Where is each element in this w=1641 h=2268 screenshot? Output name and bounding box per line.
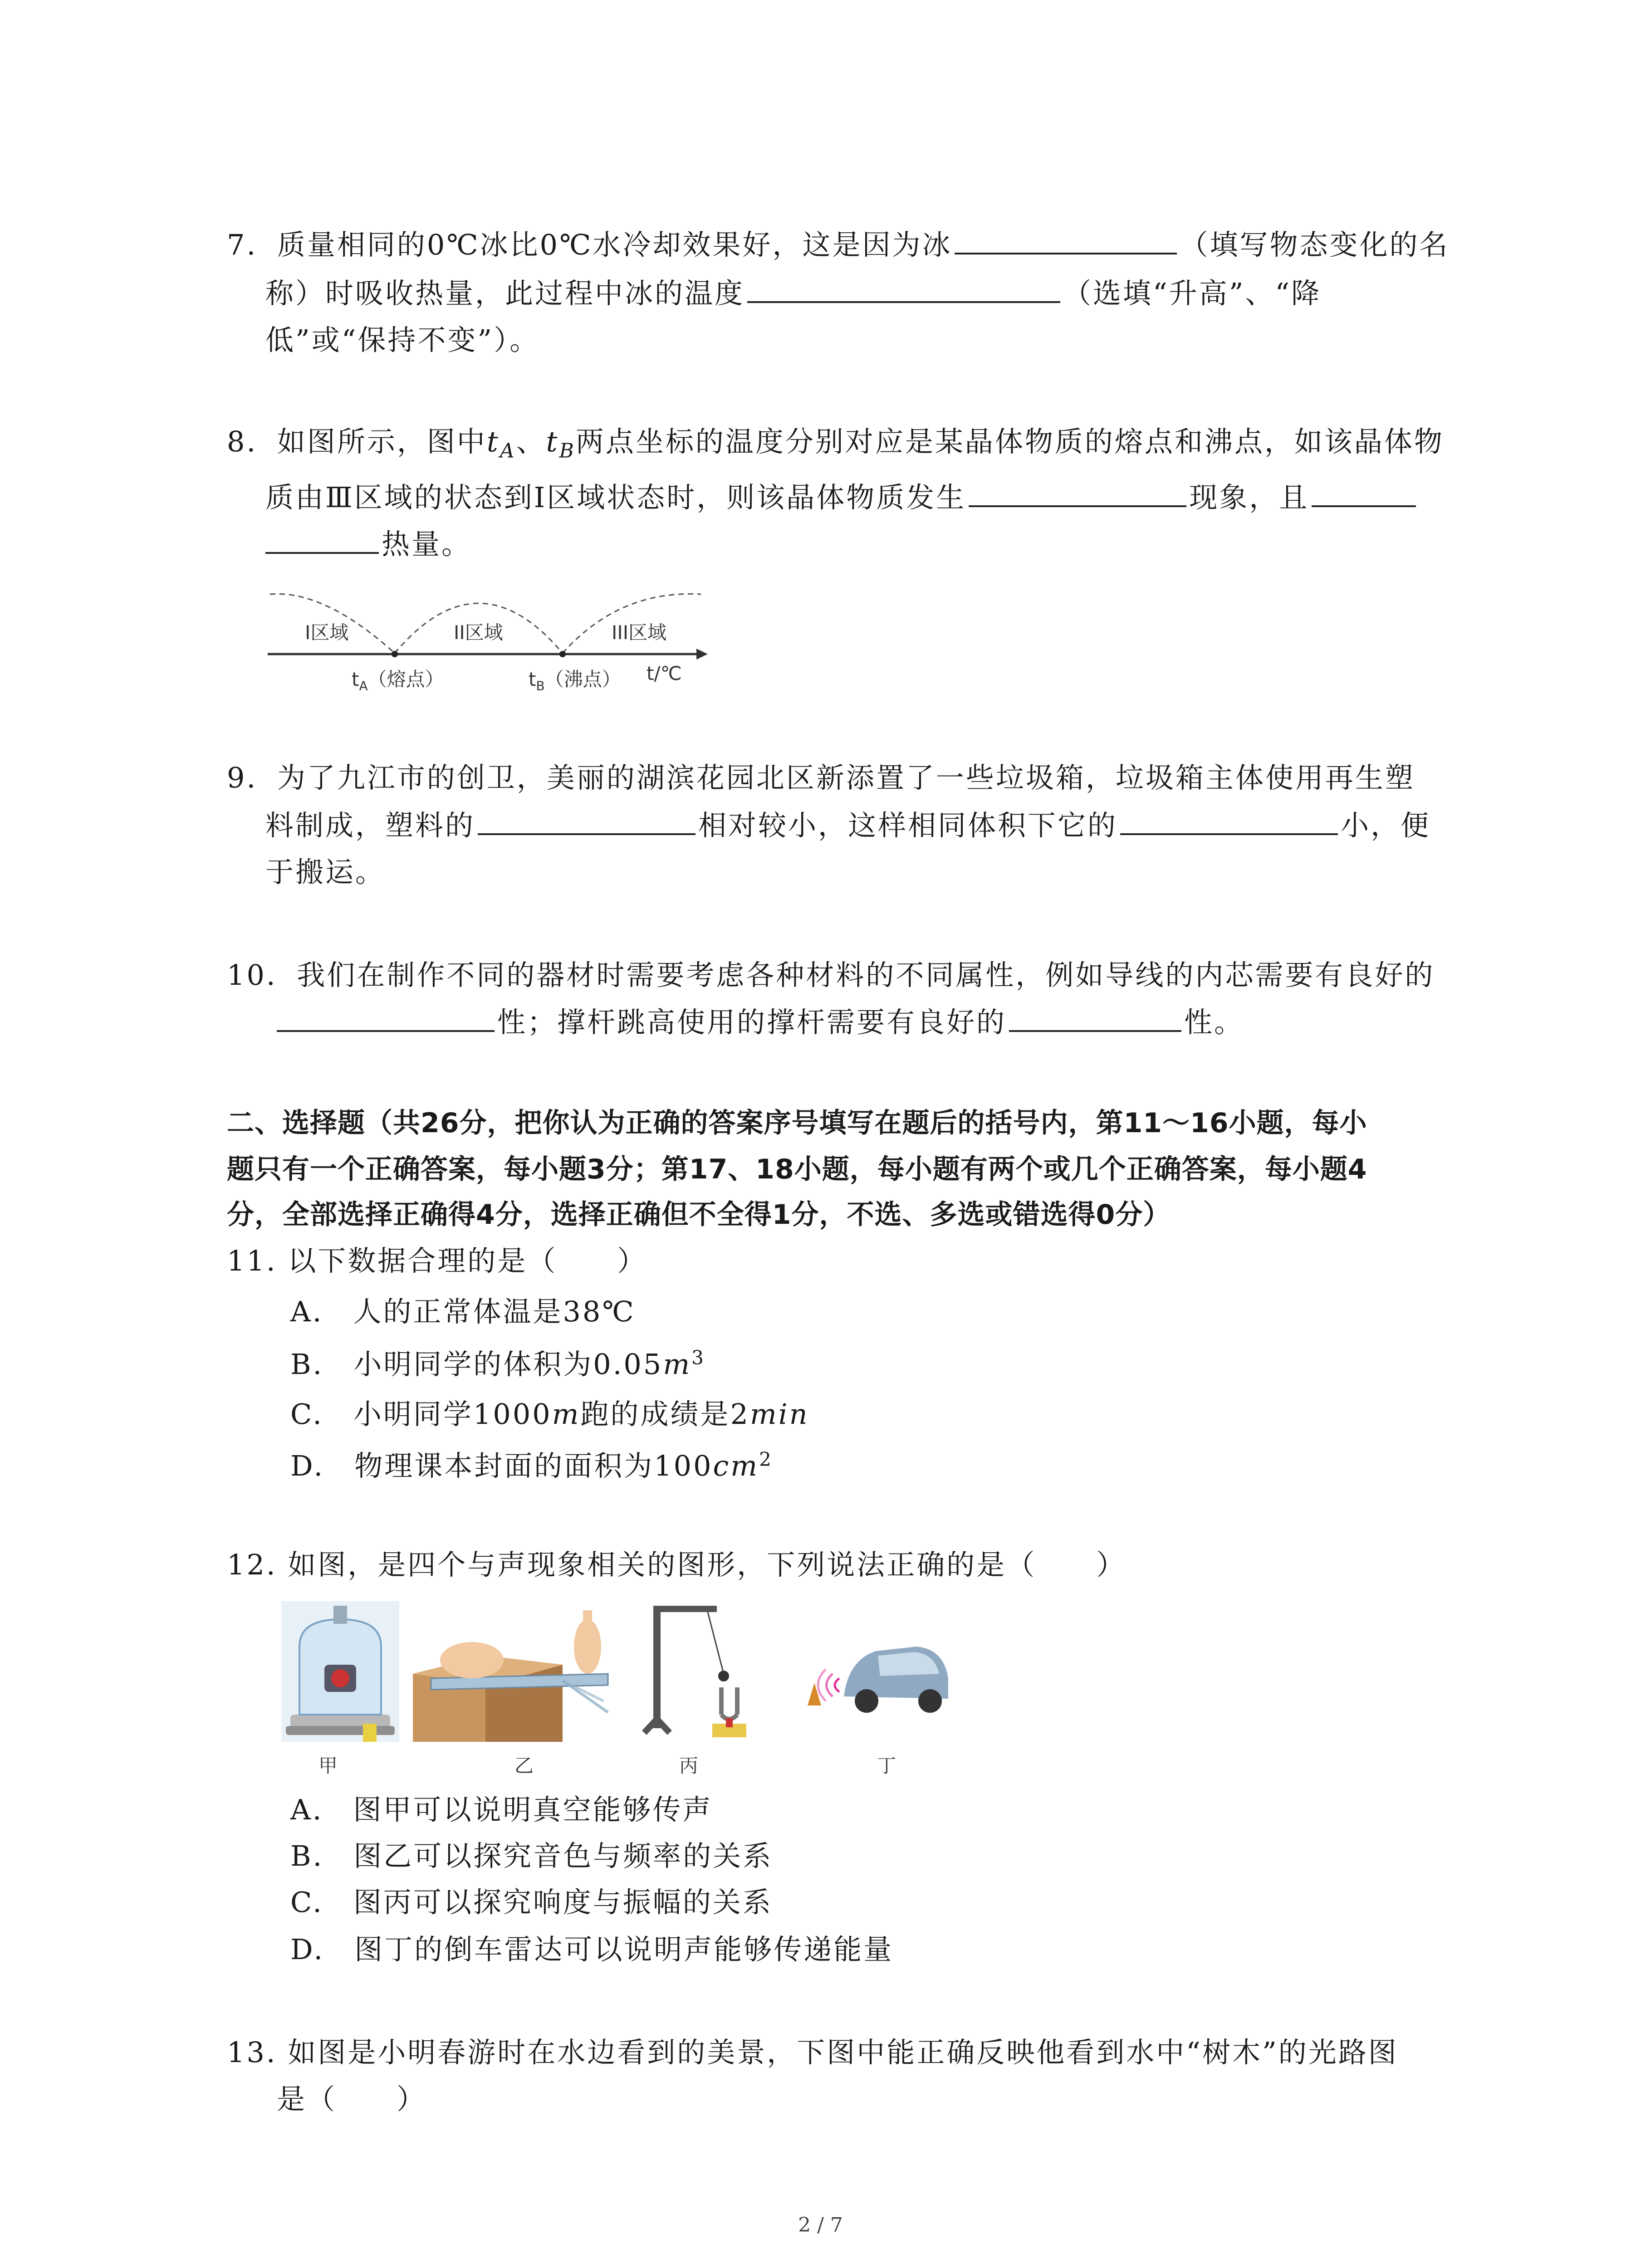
q8-tB-subscript: B — [559, 439, 576, 463]
q10-text: 性。 — [1184, 1006, 1244, 1039]
region-1-label: Ⅰ区域 — [305, 621, 349, 644]
q12-option-a[interactable]: A. 图甲可以说明真空能够传声 — [290, 1793, 713, 1826]
caption-bing: 丙 — [679, 1755, 699, 1777]
tA-subscript: A — [359, 678, 368, 694]
tA-note: （熔点） — [367, 668, 444, 690]
q11-option-b-text: B. 小明同学的体积为0.05 — [290, 1348, 663, 1381]
q13-line2: 是（ ） — [277, 2082, 427, 2116]
q8-text: 热量。 — [382, 528, 472, 561]
q8-tA-symbol: t — [486, 425, 500, 458]
q10-line2 — [277, 1000, 1244, 1040]
tB-boiling-point-label — [529, 665, 621, 693]
q8-line2 — [265, 475, 1419, 515]
q11-stem: 11. 以下数据合理的是（ ） — [227, 1244, 647, 1277]
q8-number: 8. — [227, 425, 258, 458]
q10-line1 — [227, 953, 1435, 993]
q10-text: 我们在制作不同的器材时需要考虑各种材料的不同属性，例如导线的内芯需要有良好的 — [297, 958, 1435, 992]
q8-text: 两点坐标的温度分别对应是某晶体物质的熔点和沸点，如该晶体物 — [575, 425, 1444, 458]
q8-blank-1[interactable] — [969, 477, 1186, 507]
tB-label: t — [529, 668, 536, 690]
q9-number: 9. — [227, 761, 258, 794]
caption-ding: 丁 — [877, 1755, 896, 1777]
q11-option-c-text: 跑的成绩是2 — [580, 1398, 750, 1431]
q11-option-d-text: D. 物理课本封面的面积为100 — [290, 1449, 713, 1482]
q13-line1: 13. 如图是小明春游时在水边看到的美景，下图中能正确反映他看到水中“树木”的光路图 — [227, 2036, 1398, 2069]
q7-text: 质量相同的0℃冰比0℃水冷却效果好，这是因为冰 — [277, 228, 952, 261]
q11-option-b-unit: m — [663, 1348, 692, 1381]
q12-option-c[interactable]: C. 图丙可以探究响度与振幅的关系 — [290, 1886, 773, 1919]
region-3-label: III区域 — [612, 621, 667, 644]
q12-stem: 12. 如图，是四个与声现象相关的图形，下列说法正确的是（ ） — [227, 1548, 1127, 1581]
q11-option-b[interactable] — [290, 1342, 705, 1382]
q7-line2 — [265, 271, 1321, 311]
q7-text: 低”或“保持不变”）。 — [265, 323, 540, 357]
q9-line3 — [265, 850, 385, 890]
section-2-heading-line1: 二、选择题（共26分，把你认为正确的答案序号填写在题后的括号内，第11～16小题，每小 — [227, 1107, 1367, 1139]
q9-blank-1[interactable] — [478, 805, 696, 835]
q8-text: 质由Ⅲ区域的状态到Ⅰ区域状态时，则该晶体物质发生 — [265, 481, 966, 514]
q10-text: 性；撑杆跳高使用的撑杆需要有良好的 — [497, 1006, 1007, 1039]
q8-line3 — [265, 522, 471, 562]
q10-number: 10. — [227, 958, 277, 992]
q7-blank-1[interactable] — [955, 225, 1177, 254]
q9-text: 为了九江市的创卫，美丽的湖滨花园北区新添置了一些垃圾箱，垃圾箱主体使用再生塑 — [277, 761, 1415, 794]
tA-melting-point-label — [352, 665, 444, 693]
q7-text: （选填“升高”、“降 — [1063, 277, 1322, 310]
q7-line3 — [265, 318, 539, 358]
q11-option-a[interactable]: A. 人的正常体温是38℃ — [290, 1295, 636, 1328]
q11-option-d-unit: cm — [713, 1449, 759, 1482]
region-2-label: II区域 — [454, 621, 503, 644]
q8-tA-subscript: A — [500, 439, 516, 463]
tA-label: t — [352, 668, 359, 690]
q7-text: 称）时吸收热量，此过程中冰的温度 — [265, 277, 745, 310]
axis-label: t/℃ — [647, 662, 682, 684]
caption-jia: 甲 — [318, 1755, 338, 1777]
q9-text: 于搬运。 — [265, 855, 386, 889]
q11-option-c-text: C. 小明同学1000 — [290, 1398, 552, 1431]
q10-blank-2[interactable] — [1009, 1002, 1181, 1032]
q12-option-b[interactable]: B. 图乙可以探究音色与频率的关系 — [290, 1839, 773, 1872]
bell-jar-vacuum-image — [281, 1601, 399, 1742]
caption-yi: 乙 — [514, 1755, 534, 1777]
q11-option-c[interactable] — [290, 1392, 809, 1432]
q11-option-b-exponent: 3 — [691, 1346, 705, 1369]
q11-option-d-exponent: 2 — [759, 1448, 773, 1471]
q9-blank-2[interactable] — [1120, 805, 1338, 835]
q8-separator: 、 — [516, 425, 546, 458]
page-number: 2 / 7 — [798, 2214, 843, 2237]
q9-text: 相对较小，这样相同体积下它的 — [698, 809, 1118, 842]
q8-line1 — [227, 419, 1444, 462]
q7-number: 7. — [227, 228, 258, 261]
section-2-heading-line3: 分，全部选择正确得4分，选择正确但不全得1分，不选、多选或错选得0分） — [227, 1199, 1171, 1231]
q7-blank-2[interactable] — [747, 273, 1060, 303]
q10-blank-1[interactable] — [277, 1002, 495, 1032]
q11-option-c-unit: min — [749, 1398, 809, 1431]
q11-option-c-unit: m — [552, 1398, 581, 1431]
q8-tB-symbol: t — [546, 425, 559, 458]
ruler-vibration-image — [413, 1606, 612, 1742]
tuning-fork-pendulum-image — [635, 1597, 771, 1742]
q8-text: 如图所示，图中 — [277, 425, 487, 458]
tB-note: （沸点） — [544, 668, 621, 690]
section-2-heading-line2: 题只有一个正确答案，每小题3分；第17、18小题，每小题有两个或几个正确答案，每小题4 — [227, 1154, 1367, 1185]
reversing-radar-car-image — [803, 1628, 953, 1719]
q9-line2 — [265, 803, 1430, 843]
q8-blank-2a[interactable] — [1312, 477, 1416, 507]
tB-subscript: B — [536, 678, 545, 694]
q8-text: 现象，且 — [1189, 481, 1309, 514]
q9-line1 — [227, 755, 1415, 796]
q11-option-d[interactable] — [290, 1443, 773, 1484]
q9-text: 料制成，塑料的 — [265, 809, 475, 842]
q12-option-d[interactable]: D. 图丁的倒车雷达可以说明声能够传递能量 — [290, 1933, 894, 1966]
q7-text: （填写物态变化的名 — [1180, 228, 1450, 261]
q8-blank-2b[interactable] — [265, 524, 379, 554]
q9-text: 小，便 — [1341, 809, 1431, 842]
q7-line1 — [227, 222, 1450, 263]
